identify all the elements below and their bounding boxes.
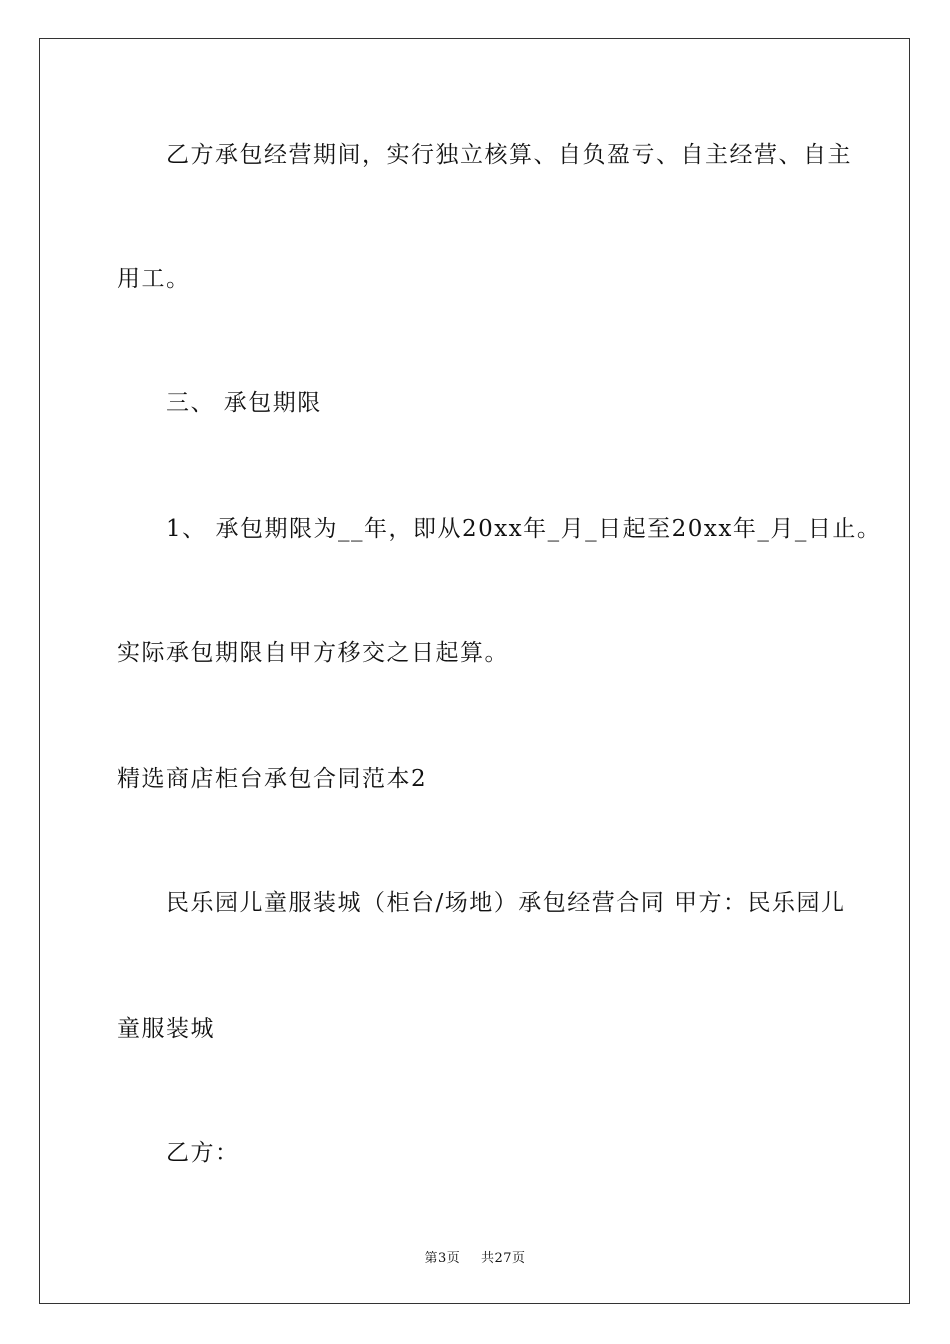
document-subtitle: 精选商店柜台承包合同范本2 xyxy=(117,766,428,792)
section-heading-term: 三、 承包期限 xyxy=(166,390,322,416)
paragraph-line-1: 乙方承包经营期间，实行独立核算、自负盈亏、自主经营、自主 xyxy=(166,142,852,168)
total-pages: 共27页 xyxy=(480,1251,526,1266)
paragraph-line-2: 用工。 xyxy=(117,266,191,292)
page-border xyxy=(39,38,910,1304)
contract-title-line-cont: 童服装城 xyxy=(117,1016,215,1042)
page-number: 第3页 xyxy=(424,1251,461,1266)
contract-title-line: 民乐园儿童服装城（柜台/场地）承包经营合同 甲方：民乐园儿 xyxy=(166,890,846,916)
page-footer xyxy=(0,1247,950,1266)
paragraph-line-term: 1、 承包期限为__年，即从20xx年_月_日起至20xx年_月_日止。 xyxy=(166,516,882,542)
party-b-label: 乙方： xyxy=(166,1140,240,1166)
paragraph-line-start: 实际承包期限自甲方移交之日起算。 xyxy=(117,640,509,666)
